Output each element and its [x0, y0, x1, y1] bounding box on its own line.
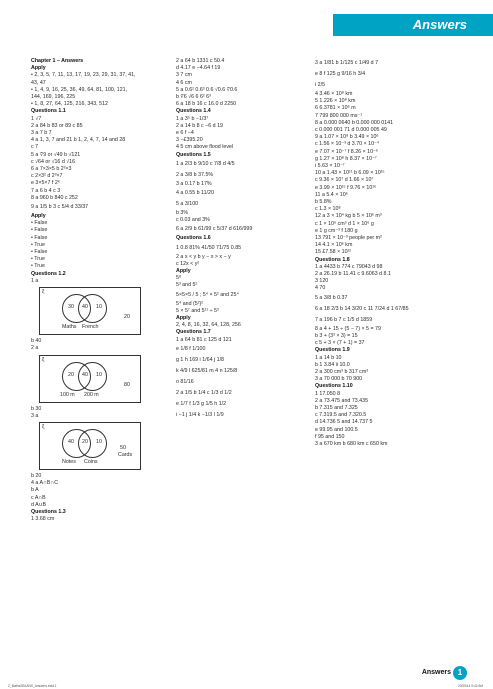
- answer-line: 8 a 960 b 840 c 252: [31, 194, 78, 201]
- venn-diagram-100m-200m: [39, 355, 141, 403]
- answer-line: c 1.3 × 10⁸: [315, 206, 341, 213]
- answer-line: o 81/16: [176, 378, 194, 385]
- venn-label: 100 m: [60, 391, 75, 398]
- answer-line: 144, 169, 196, 225: [31, 94, 76, 101]
- answer-line: b 3%: [176, 210, 189, 217]
- answer-line: 3 120: [315, 278, 329, 285]
- page-title: Answers: [412, 17, 467, 32]
- answer-line: 4 5 cm above flood level: [176, 144, 234, 151]
- answer-line: 4 a 0.55 b 11/20: [176, 190, 214, 197]
- answer-line: 4 6 cm: [176, 79, 192, 86]
- answer-line: 3 a: [31, 412, 39, 419]
- venn-value: 20: [82, 438, 88, 445]
- answers-column-2: [176, 58, 313, 421]
- answer-line: 5 × 5⁷ and 5¹¹ ÷ 5³: [176, 307, 219, 314]
- venn-label: Cards: [118, 451, 133, 458]
- venn-diagram-notes-coins: [39, 422, 141, 470]
- answer-line: 5 a ∛9 or √49 b √121: [31, 151, 81, 158]
- answer-line: e 3.99 × 10¹⁵ f 9.76 × 10¹⁶: [315, 184, 377, 191]
- answer-line: 9 a 1.07 × 10⁸ b 3.49 × 10⁶: [315, 134, 379, 141]
- answer-line: 1 a 3⁵ b −1/3⁷: [176, 115, 209, 122]
- answer-line: 1 17.050 8: [315, 390, 341, 397]
- answer-line: • 1, 8, 27, 64, 125, 216, 343, 512: [31, 101, 108, 108]
- answer-line: 2 a 300 cm³ b 317 cm³: [315, 368, 368, 375]
- venn-value: 40: [82, 304, 88, 311]
- answer-line: 3 −£395.20: [176, 137, 203, 144]
- answer-line: 2, 4, 8, 16, 32, 64, 128, 256: [176, 322, 241, 329]
- answer-line: b 5.8%: [315, 199, 332, 206]
- answer-line: • False: [31, 249, 48, 256]
- venn-value: 40: [82, 371, 88, 378]
- venn-value: 10: [96, 304, 102, 311]
- answer-line: d A∪B: [31, 501, 47, 508]
- answer-line: 3 a 670 km b 680 km c 650 km: [315, 440, 388, 447]
- answer-line: e 1/8 f 1/100: [176, 345, 206, 352]
- answer-line: 5⁸: [176, 275, 182, 282]
- answer-line: 6 a 7×3×5 b 2²×3: [31, 166, 72, 173]
- venn-value: 50: [120, 444, 126, 451]
- answer-line: 2 a 14 b 8 c −6 d 19: [176, 122, 223, 129]
- venn-diagram-maths-french: [39, 287, 141, 335]
- answer-line: 6 a 2/9 b 61/99 c 5/37 d 616/999: [176, 226, 253, 233]
- answer-line: 10 a 1.43 × 10¹¹ b 6.09 × 10¹⁵: [315, 170, 385, 177]
- answer-line: c 5 + 3 × (7 + 1) = 37: [315, 340, 365, 347]
- answer-line: c √64 or √16 d √16: [31, 158, 76, 165]
- answer-line: 15 £7.58 × 10¹²: [315, 249, 352, 256]
- section-heading: Apply: [176, 268, 191, 275]
- answer-line: 3 a 7 b 7: [31, 130, 52, 137]
- answer-line: e 6 f −4: [176, 130, 194, 137]
- answer-line: 2 a: [31, 345, 39, 352]
- answer-line: g 1 h 169 i 1/64 j 1/8: [176, 356, 225, 363]
- answer-line: 5×5×5 / 5 ; 5⁴ × 5² and 25⁴: [176, 291, 239, 298]
- answer-line: 5 a 3/8 b 0.37: [315, 294, 348, 301]
- answer-line: c 0.000 001 71 d 0.000 005 49: [315, 127, 387, 134]
- answer-line: 3 7 cm: [176, 72, 192, 79]
- section-heading: Questions 1.5: [176, 151, 211, 158]
- answer-line: 1 a 14 b 10: [315, 354, 342, 361]
- answer-line: b 40: [31, 338, 42, 345]
- answer-line: 6 a 18 2/3 b 14 3/20 c 11 7/24 d 1 67/85: [315, 305, 409, 312]
- answer-line: e 8 f 125 g 9/16 h 3/4: [315, 71, 366, 77]
- answer-line: 8 a 0.000 0640 b 0.000 000 0141: [315, 119, 394, 126]
- answer-line: 8 a 4 + 15 ÷ (5 − 7) × 5 = 79: [315, 325, 381, 332]
- answer-line: b 3 + (3³ × 3) = 15: [315, 332, 358, 339]
- answer-line: 7 799 800 000 ms⁻¹: [315, 112, 362, 119]
- venn-value: 10: [96, 438, 102, 445]
- answer-line: c 12x < y²: [176, 260, 200, 267]
- answer-line: k 4/9 l 625/81 m 4 n 125/8: [176, 367, 238, 374]
- answer-line: c 1 × 10⁶ cm³ d 1 × 10⁶ g: [315, 220, 374, 227]
- venn-value: 40: [68, 438, 74, 445]
- section-heading: Questions 1.6: [176, 235, 211, 242]
- answer-line: • 2, 3, 5, 7, 11, 13, 17, 19, 23, 29, 31, 37, 41,: [31, 72, 136, 79]
- print-slug-right: 20/05/14 9:42 AM: [458, 684, 483, 688]
- answer-line: 2 a 64 b 1331 c 50.4: [176, 58, 225, 64]
- answer-line: 1 a 4433 b 774 c 79043 d 98: [315, 263, 383, 270]
- answer-line: c 0.03 and 3%: [176, 217, 210, 224]
- answer-line: 4 a 1, 3, 7 and 21 b 1, 2, 4, 7, 14 and 28: [31, 137, 126, 144]
- answer-line: 2 a 73.475 and 73.435: [315, 397, 369, 404]
- answer-line: d 14.736 5 and 14.737 5: [315, 419, 373, 426]
- answer-line: 4 3.46 × 10⁸ km: [315, 91, 353, 97]
- section-heading: Questions 1.4: [176, 108, 211, 115]
- section-heading: Apply: [31, 213, 46, 220]
- answer-line: 1 √7: [31, 115, 42, 122]
- answer-line: 2 a 84 b 83 or 89 c 85: [31, 122, 83, 129]
- answer-line: b 7.315 and 7.325: [315, 404, 358, 411]
- venn-label: Notes: [62, 458, 76, 465]
- answer-line: • True: [31, 256, 45, 263]
- answer-line: 6 6.3781 × 10⁶ m: [315, 105, 356, 112]
- answer-line: 5 1.226 × 10⁸ km: [315, 98, 356, 105]
- answer-line: e 1 g cm⁻³ f 180 g: [315, 227, 358, 234]
- venn-label: French: [82, 324, 99, 331]
- venn-value: 20: [124, 314, 130, 321]
- venn-value: 30: [68, 304, 74, 311]
- section-heading: Questions 1.9: [315, 347, 350, 354]
- answer-line: e 3×5×7 f 2⁶: [31, 180, 60, 187]
- answer-line: 2 a 1/5 b 1/4 c 1/3 d 1/2: [176, 389, 232, 396]
- answer-line: c 7.319.5 and 7.320.5: [315, 412, 367, 419]
- answer-line: i 5.63 × 10⁻⁷: [315, 163, 345, 170]
- section-heading: Questions 1.10: [315, 383, 353, 390]
- answer-line: c 7: [31, 144, 39, 151]
- universal-set-symbol: ξ: [42, 356, 45, 363]
- answer-line: 13 791 × 10⁻³ people per m²: [315, 235, 382, 242]
- chapter-heading: Chapter 1 – Answers: [31, 58, 84, 64]
- answers-column-3: [315, 58, 465, 448]
- universal-set-symbol: ξ: [42, 289, 45, 296]
- answer-line: 4 a A∩B∩C: [31, 480, 59, 487]
- answer-line: b 1 3.84 ii 10.0: [315, 361, 350, 368]
- answer-line: 1 a 2/3 b 9/10 c 7/8 d 4/5: [176, 160, 235, 167]
- answer-line: 5³ and 5⁵: [176, 282, 198, 289]
- section-heading: Apply: [31, 65, 46, 72]
- answer-line: 3 a 1/81 b 1/125 c 1/49 d 7: [315, 60, 379, 66]
- print-slug-left: Z_MathsSB1ANS_Answers.indd 1: [8, 684, 57, 688]
- answer-line: i −1 j 1/4 k −1/3 l 1/9: [176, 411, 224, 418]
- answer-line: • False: [31, 234, 48, 241]
- answer-line: 14 4.1 × 10⁶ km: [315, 242, 353, 249]
- answer-line: 7 a 6 b 4 c 3: [31, 187, 61, 194]
- section-heading: Questions 1.1: [31, 108, 66, 115]
- footer-label: Answers: [421, 669, 451, 676]
- venn-value: 10: [96, 371, 102, 378]
- section-heading: Questions 1.3: [31, 508, 66, 515]
- header-banner: [333, 14, 493, 36]
- section-heading: Questions 1.8: [315, 256, 350, 263]
- answer-line: c A∩B: [31, 494, 46, 501]
- answer-line: • False: [31, 227, 48, 234]
- answer-line: e 1/7 f 1/3 g 1/5 h 1/2: [176, 400, 227, 407]
- answer-line: 12 a 3 × 10⁴ kg b 5 × 10⁶ m³: [315, 213, 382, 220]
- answer-line: 2 a 3/8 b 37.5%: [176, 171, 214, 178]
- answer-line: 1 a 64 b 81 c 125 d 121: [176, 336, 232, 343]
- answer-line: 3 a 70 000 b 70 900: [315, 376, 363, 383]
- answer-line: c 1.56 × 10⁻³ d 3.70 × 10⁻⁴: [315, 141, 380, 148]
- answer-line: 1 a: [31, 277, 39, 284]
- venn-label: Maths: [62, 324, 77, 331]
- answer-line: 5 a 3/100: [176, 201, 199, 208]
- answer-line: 43, 47: [31, 79, 46, 86]
- answer-line: b A: [31, 487, 39, 494]
- answer-line: • 1, 4, 9, 16, 25, 36, 49, 64, 81, 100, 121,: [31, 86, 128, 93]
- answer-line: 7 a 196 b 7 c 1/5 d 1859: [315, 316, 373, 323]
- answer-line: • False: [31, 220, 48, 227]
- answer-line: g 1.27 × 10⁸ h 8.37 × 10⁻⁷: [315, 155, 377, 162]
- answer-line: f 95 and 150: [315, 433, 345, 440]
- answers-column-1: [31, 58, 167, 523]
- answer-line: e 7.07 × 10⁻⁷ f 8.26 × 10⁻⁶: [315, 148, 378, 155]
- page-footer: [0, 666, 493, 682]
- answer-line: 2 a 26.19 b 11.41 c 9.6063 d 8.1: [315, 271, 391, 278]
- answer-line: 11 a 5.4 × 10⁶: [315, 191, 348, 198]
- venn-label: 200 m: [84, 391, 99, 398]
- answer-line: 9 a 1/5 b 3 c 5/4 d 33/37: [31, 204, 89, 211]
- answer-line: 4 70: [315, 285, 326, 292]
- venn-label: Coins: [84, 458, 98, 465]
- page-number-badge: 1: [453, 666, 467, 680]
- universal-set-symbol: ξ: [42, 423, 45, 430]
- section-heading: Questions 1.7: [176, 329, 211, 336]
- answer-line: 6 a 18 b 16 c 16.0 d 2250: [176, 101, 237, 108]
- section-heading: Questions 1.2: [31, 270, 66, 277]
- venn-value: 20: [68, 371, 74, 378]
- venn-value: 80: [124, 381, 130, 388]
- answer-line: c 2×3² d 2³×7: [31, 173, 63, 180]
- answer-line: c 9.36 × 10⁷ d 1.66 × 10⁷: [315, 177, 374, 184]
- section-heading: Apply: [176, 315, 191, 322]
- answer-line: • True: [31, 241, 45, 248]
- answer-line: • True: [31, 263, 45, 270]
- answer-line: 5⁴ and (5²)²: [176, 300, 204, 307]
- answer-line: 1 0.8 81% 41/50 71/75 0.85: [176, 244, 242, 251]
- answer-line: i 2/5: [315, 82, 326, 88]
- answer-line: 5 a 0.6² 0.6³ 0.6 √0.6 ∛0.6: [176, 86, 238, 93]
- answer-line: 3 a 0.17 b 17%: [176, 180, 212, 187]
- answer-line: b 20: [31, 472, 42, 479]
- answer-line: b 30: [31, 405, 42, 412]
- answer-line: d 4.17 e −4.64 f 19: [176, 65, 221, 72]
- answer-line: e 99.95 and 100.5: [315, 426, 358, 433]
- answer-line: 1 3.68 cm: [31, 516, 55, 523]
- answer-line: b ∛6 √6 6 6² 6³: [176, 94, 211, 101]
- answer-line: 2 a x < y b y − x > x − y: [176, 253, 231, 260]
